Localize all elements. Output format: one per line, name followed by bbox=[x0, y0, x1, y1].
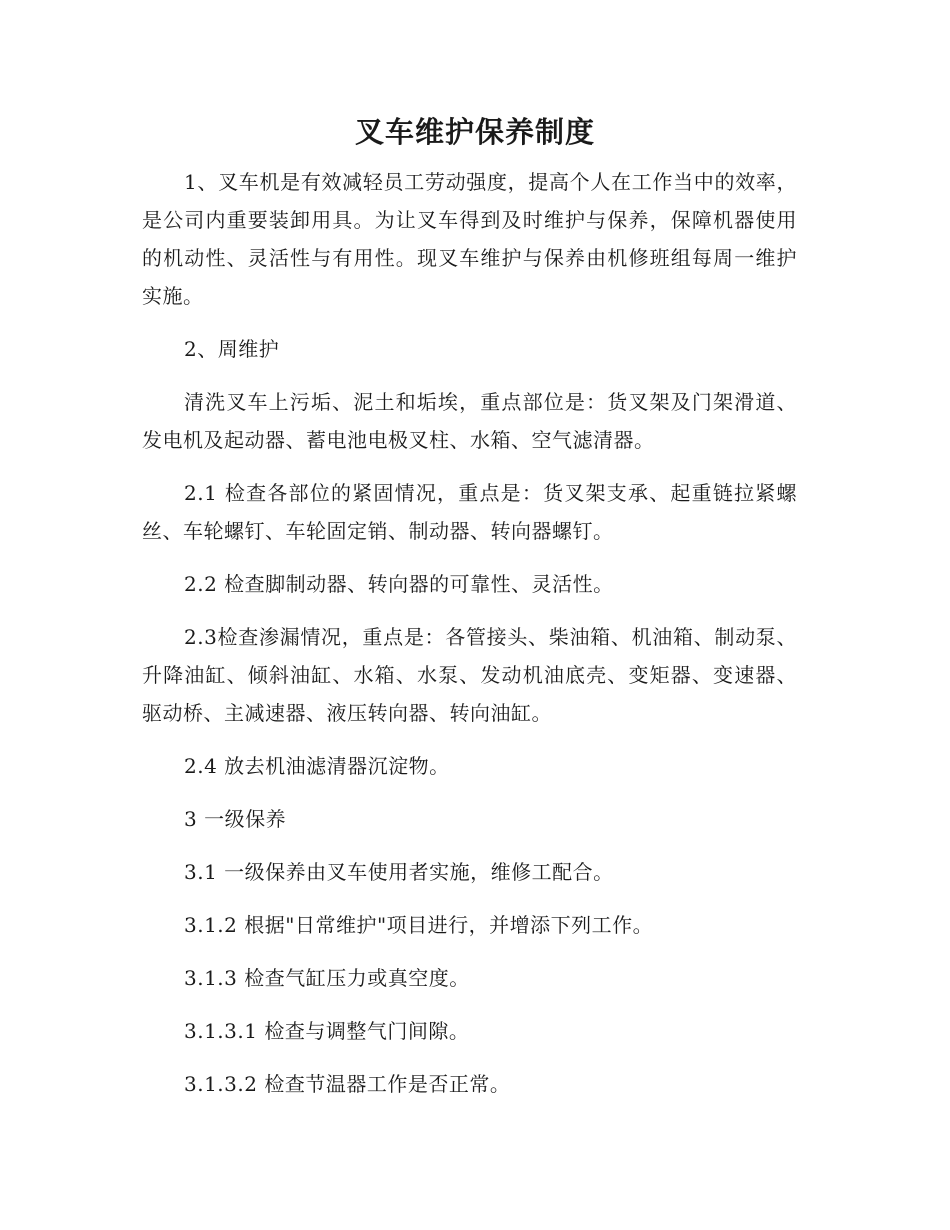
paragraph-intro: 1、叉车机是有效减轻员工劳动强度，提高个人在工作当中的效率，是公司内重要装卸用具。为让叉车得到及时维护与保养，保障机器使用的机动性、灵活性与有用性。现叉车维护与保养由机修班组每周一维护实施。 bbox=[142, 170, 797, 308]
document-body bbox=[142, 163, 797, 1118]
paragraph-3-1-3-1: 3.1.3.1 检查与调整气门间隙。 bbox=[184, 1019, 470, 1043]
paragraph-3-1-2: 3.1.2 根据"日常维护"项目进行，并增添下列工作。 bbox=[184, 913, 654, 937]
document-title: 叉车维护保养制度 bbox=[354, 115, 595, 149]
paragraph-3-1-3-2: 3.1.3.2 检查节温器工作是否正常。 bbox=[184, 1072, 511, 1096]
paragraph-3-1-3: 3.1.3 检查气缸压力或真空度。 bbox=[184, 966, 470, 990]
paragraph-3-1: 3.1 一级保养由叉车使用者实施，维修工配合。 bbox=[184, 860, 614, 884]
paragraph-2-1: 2.1 检查各部位的紧固情况，重点是：货叉架支承、起重链拉紧螺丝、车轮螺钉、车轮固定销、制动器、转向器螺钉。 bbox=[142, 481, 797, 543]
paragraph-2-2: 2.2 检查脚制动器、转向器的可靠性、灵活性。 bbox=[184, 572, 614, 596]
heading-weekly-maintenance: 2、周维护 bbox=[184, 337, 280, 361]
heading-first-level-maintenance: 3 一级保养 bbox=[184, 807, 287, 831]
paragraph-cleaning: 清洗叉车上污垢、泥土和垢埃，重点部位是：货叉架及门架滑道、发电机及起动器、蓄电池电极叉柱、水箱、空气滤清器。 bbox=[142, 390, 797, 452]
paragraph-2-4: 2.4 放去机油滤清器沉淀物。 bbox=[184, 754, 450, 778]
paragraph-2-3: 2.3检查渗漏情况，重点是：各管接头、柴油箱、机油箱、制动泵、升降油缸、倾斜油缸、水箱、水泵、发动机油底壳、变矩器、变速器、驱动桥、主减速器、液压转向器、转向油缸。 bbox=[142, 625, 797, 725]
